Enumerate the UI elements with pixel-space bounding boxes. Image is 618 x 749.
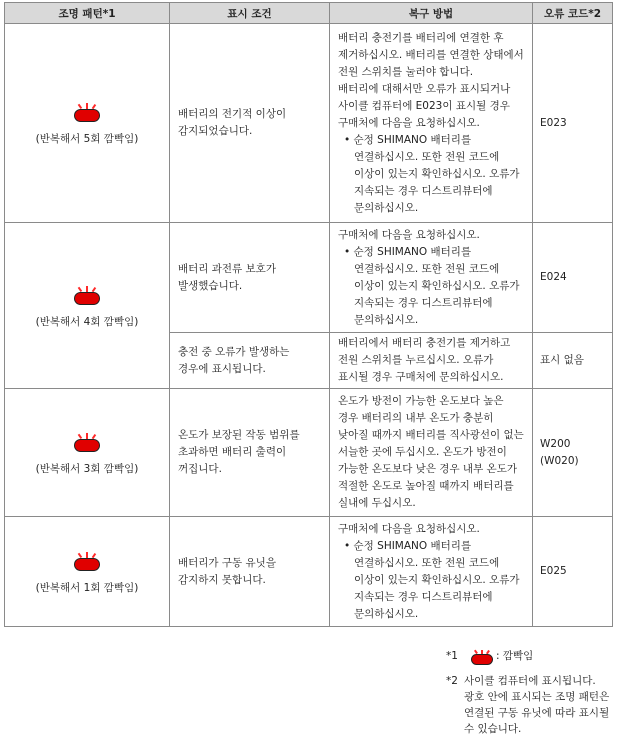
blinking-led-icon	[471, 654, 493, 665]
fix-bullet: 연결하십시오. 또한 전원 코드에	[354, 262, 500, 275]
pattern-label: (반복해서 4회 깜빡임)	[35, 315, 139, 328]
footnote-mark: *2	[446, 675, 458, 687]
code-cell: 표시 없음	[533, 333, 613, 389]
header-pattern: 조명 패턴*1	[5, 3, 170, 24]
fix-bullet: • 순정 SHIMANO 배터리를	[344, 245, 472, 258]
fix-text: 구매처에 다음을 요청하십시오.	[338, 522, 480, 535]
fix-bullet: 문의하십시오.	[354, 607, 419, 620]
blinking-led-icon	[74, 109, 100, 122]
fix-bullet: 지속되는 경우 디스트리뷰터에	[354, 184, 493, 197]
fix-text: 표시될 경우 구매처에 문의하십시오.	[338, 371, 504, 383]
fix-cell	[330, 223, 533, 333]
code-cell: E024	[533, 223, 613, 333]
fix-text: 경우 배터리의 내부 온도가 충분히	[338, 412, 494, 424]
footnote-mark: *1	[446, 650, 458, 662]
fix-text: 전원 스위치를 눌러야 합니다.	[338, 65, 474, 78]
fix-bullet: 연결하십시오. 또한 전원 코드에	[354, 150, 500, 163]
fix-text: 배터리 충전기를 배터리에 연결한 후	[338, 31, 504, 44]
pattern-label: (반복해서 5회 깜빡임)	[35, 133, 139, 145]
code-text: W200	[540, 437, 571, 450]
fix-text: 구매처에 다음을 요청하십시오.	[338, 116, 480, 129]
fix-text: 배터리에서 배터리 충전기를 제거하고	[338, 337, 511, 349]
header-code: 오류 코드*2	[533, 3, 613, 24]
pattern-label: (반복해서 1회 깜빡임)	[35, 581, 139, 594]
condition-text: 충전 중 오류가 발생하는	[178, 345, 290, 358]
fix-text: 실내에 두십시오.	[338, 497, 416, 509]
fix-bullet: 지속되는 경우 디스트리뷰터에	[354, 590, 493, 603]
fix-bullet: 이상이 있는지 확인하십시오. 오류가	[354, 573, 520, 586]
blink-rays-icon	[72, 100, 102, 109]
blink-rays-icon	[72, 549, 102, 558]
footnote-line: 연결된 구동 유닛에 따라 표시될	[464, 707, 610, 719]
table-header-row	[5, 3, 613, 24]
code-cell: E023	[533, 24, 613, 223]
footnote-2	[446, 673, 614, 737]
condition-text: 초과하면 배터리 출력이	[178, 446, 287, 458]
table-row	[5, 389, 613, 517]
code-cell: E025	[533, 517, 613, 627]
fix-bullet: 지속되는 경우 디스트리뷰터에	[354, 296, 493, 309]
condition-text: 배터리가 구동 유닛을	[178, 556, 276, 569]
condition-text: 감지되었습니다.	[178, 125, 253, 137]
pattern-cell	[5, 517, 170, 627]
condition-text: 온도가 보장된 작동 범위를	[178, 429, 300, 441]
fix-bullet: 연결하십시오. 또한 전원 코드에	[354, 556, 500, 569]
fix-text: 배터리에 대해서만 오류가 표시되거나	[338, 82, 511, 95]
fix-bullet: 문의하십시오.	[354, 201, 419, 214]
fix-cell	[330, 389, 533, 517]
footnote-line: 광호 안에 표시되는 조명 패턴은	[464, 691, 610, 703]
fix-text: 낮아질 때까지 배터리를 직사광선이 없는	[338, 429, 524, 441]
header-fix: 복구 방법	[330, 3, 533, 24]
footnote-line: 사이클 컴퓨터에 표시됩니다.	[464, 675, 596, 687]
condition-text: 배터리의 전기적 이상이	[178, 108, 287, 120]
header-condition: 표시 조건	[170, 3, 330, 24]
table-row	[5, 24, 613, 223]
footnote-text: : 깜빡임	[496, 650, 534, 662]
fix-cell	[330, 333, 533, 389]
pattern-cell	[5, 223, 170, 389]
table-row	[5, 517, 613, 627]
blinking-led-icon	[74, 558, 100, 571]
condition-cell	[170, 24, 330, 223]
condition-text: 경우에 표시됩니다.	[178, 362, 266, 375]
condition-cell	[170, 389, 330, 517]
fix-text: 온도가 방전이 가능한 온도보다 높은	[338, 395, 504, 407]
blinking-led-legend	[470, 647, 494, 665]
blink-rays-icon	[72, 283, 102, 292]
condition-cell	[170, 517, 330, 627]
footnote-line: 수 있습니다.	[464, 723, 522, 735]
condition-text: 꺼집니다.	[178, 463, 222, 475]
fix-cell	[330, 517, 533, 627]
footnote-1	[446, 647, 614, 665]
condition-cell	[170, 333, 330, 389]
fix-text: 적절한 온도로 높아질 때까지 배터리를	[338, 480, 514, 492]
condition-text: 감지하지 못합니다.	[178, 573, 266, 586]
fix-text: 구매처에 다음을 요청하십시오.	[338, 228, 480, 241]
fix-bullet: 문의하십시오.	[354, 313, 419, 326]
fix-text: 전원 스위치를 누르십시오. 오류가	[338, 354, 494, 366]
fix-bullet: • 순정 SHIMANO 배터리를	[344, 133, 472, 146]
fix-cell	[330, 24, 533, 223]
condition-text: 발생했습니다.	[178, 279, 243, 292]
code-cell	[533, 389, 613, 517]
blinking-led-icon	[74, 292, 100, 305]
fix-text: 사이클 컴퓨터에 E023이 표시될 경우	[338, 99, 510, 112]
condition-text: 배터리 과전류 보호가	[178, 262, 276, 275]
fix-text: 서늘한 곳에 두십시오. 온도가 방전이	[338, 446, 507, 458]
footnotes	[446, 647, 614, 737]
pattern-label: (반복해서 3회 깜빡임)	[35, 462, 139, 475]
error-table	[4, 2, 613, 627]
blink-rays-icon	[470, 647, 494, 654]
fix-bullet: 이상이 있는지 확인하십시오. 오류가	[354, 167, 520, 180]
code-text: (W020)	[540, 454, 579, 467]
pattern-cell	[5, 24, 170, 223]
fix-text: 제거하십시오. 배터리를 연결한 상태에서	[338, 48, 524, 61]
table-row	[5, 223, 613, 333]
footnote-text	[464, 673, 614, 737]
blink-rays-icon	[72, 430, 102, 439]
condition-cell	[170, 223, 330, 333]
pattern-cell	[5, 389, 170, 517]
fix-text: 가능한 온도보다 낮은 경우 내부 온도가	[338, 463, 517, 475]
blinking-led-icon	[74, 439, 100, 452]
fix-bullet: 이상이 있는지 확인하십시오. 오류가	[354, 279, 520, 292]
fix-bullet: • 순정 SHIMANO 배터리를	[344, 539, 472, 552]
